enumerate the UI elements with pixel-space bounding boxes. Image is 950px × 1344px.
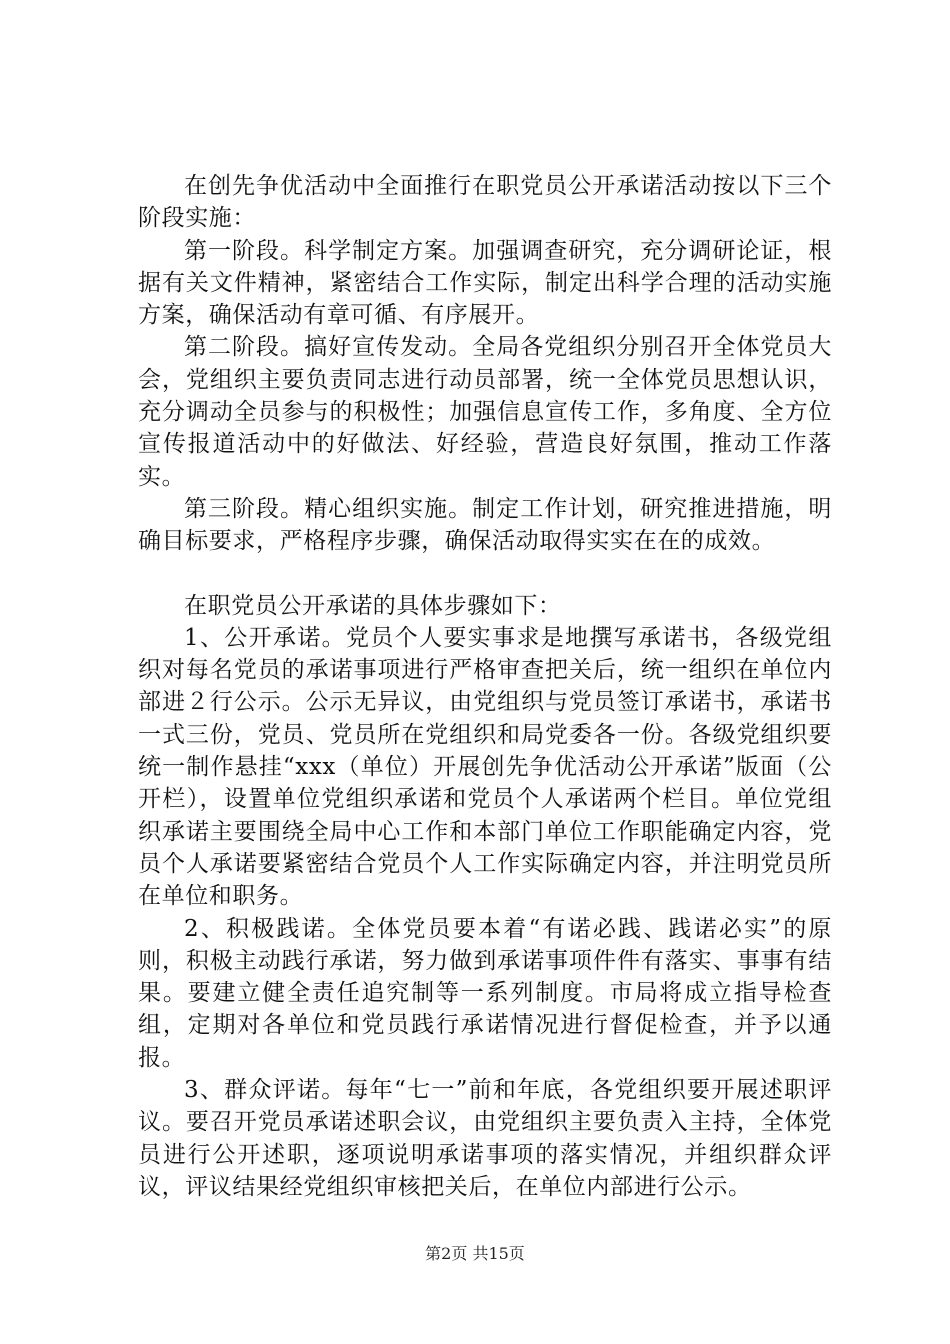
implementation-stages-section: [138, 170, 832, 558]
steps-intro-paragraph: 在职党员公开承诺的具体步骤如下：: [184, 592, 562, 619]
page-number-footer: 第2页 共15页: [425, 1244, 525, 1263]
step-public-pledge-paragraph: 1、公开承诺。党员个人要实事求是地撰写承诺书，各级党组织对每名党员的承诺事项进行严格审查把关后，统一组织在单位内部进２行公示。公示无异议，由党组织与党员签订承诺书，承诺书一式三份，党员、党员所在党组织和局党委各一份。各级党组织要统一制作悬挂“xxx（单位）开展创先争优活动公开承诺”版面（公开栏），设置单位党组织承诺和党员个人承诺两个栏目。单位党组织承诺主要围绕全局中心工作和本部门单位工作职能确定内容，党员个人承诺要紧密结合党员个人工作实际确定内容，并注明党员所在单位和职务。: [138, 624, 832, 910]
stage-three-paragraph: 第三阶段。精心组织实施。制定工作计划，研究推进措施，明确目标要求，严格程序步骤，确保活动取得实实在在的成效。: [138, 495, 832, 555]
pledge-steps-section: [138, 590, 832, 1204]
stages-intro-paragraph: 在创先争优活动中全面推行在职党员公开承诺活动按以下三个阶段实施：: [138, 173, 832, 232]
stage-two-paragraph: 第二阶段。搞好宣传发动。全局各党组织分别召开全体党员大会，党组织主要负责同志进行动员部署，统一全体党员思想认识，充分调动全员参与的积极性；加强信息宣传工作，多角度、全方位宣传报道活动中的好做法、好经验，营造良好氛围，推动工作落实。: [138, 334, 832, 490]
step-fulfill-pledge-paragraph: 2、积极践诺。全体党员要本着“有诺必践、践诺必实”的原则，积极主动践行承诺，努力做到承诺事项件件有落实、事事有结果。要建立健全责任追究制等一系列制度。市局将成立指导检查组，定期对各单位和党员践行承诺情况进行督促检查，并予以通报。: [138, 915, 832, 1071]
step-public-review-paragraph: 3、群众评诺。每年“七一”前和年底，各党组织要开展述职评议。要召开党员承诺述职会议，由党组织主要负责入主持，全体党员进行公开述职，逐项说明承诺事项的落实情况，并组织群众评议，评议结果经党组织审核把关后，在单位内部进行公示。: [138, 1077, 832, 1200]
stage-one-paragraph: 第一阶段。科学制定方案。加强调查研究，充分调研论证，根据有关文件精神，紧密结合工作实际，制定出科学合理的活动实施方案，确保活动有章可循、有序展开。: [138, 237, 832, 329]
document-body: [138, 170, 832, 1203]
